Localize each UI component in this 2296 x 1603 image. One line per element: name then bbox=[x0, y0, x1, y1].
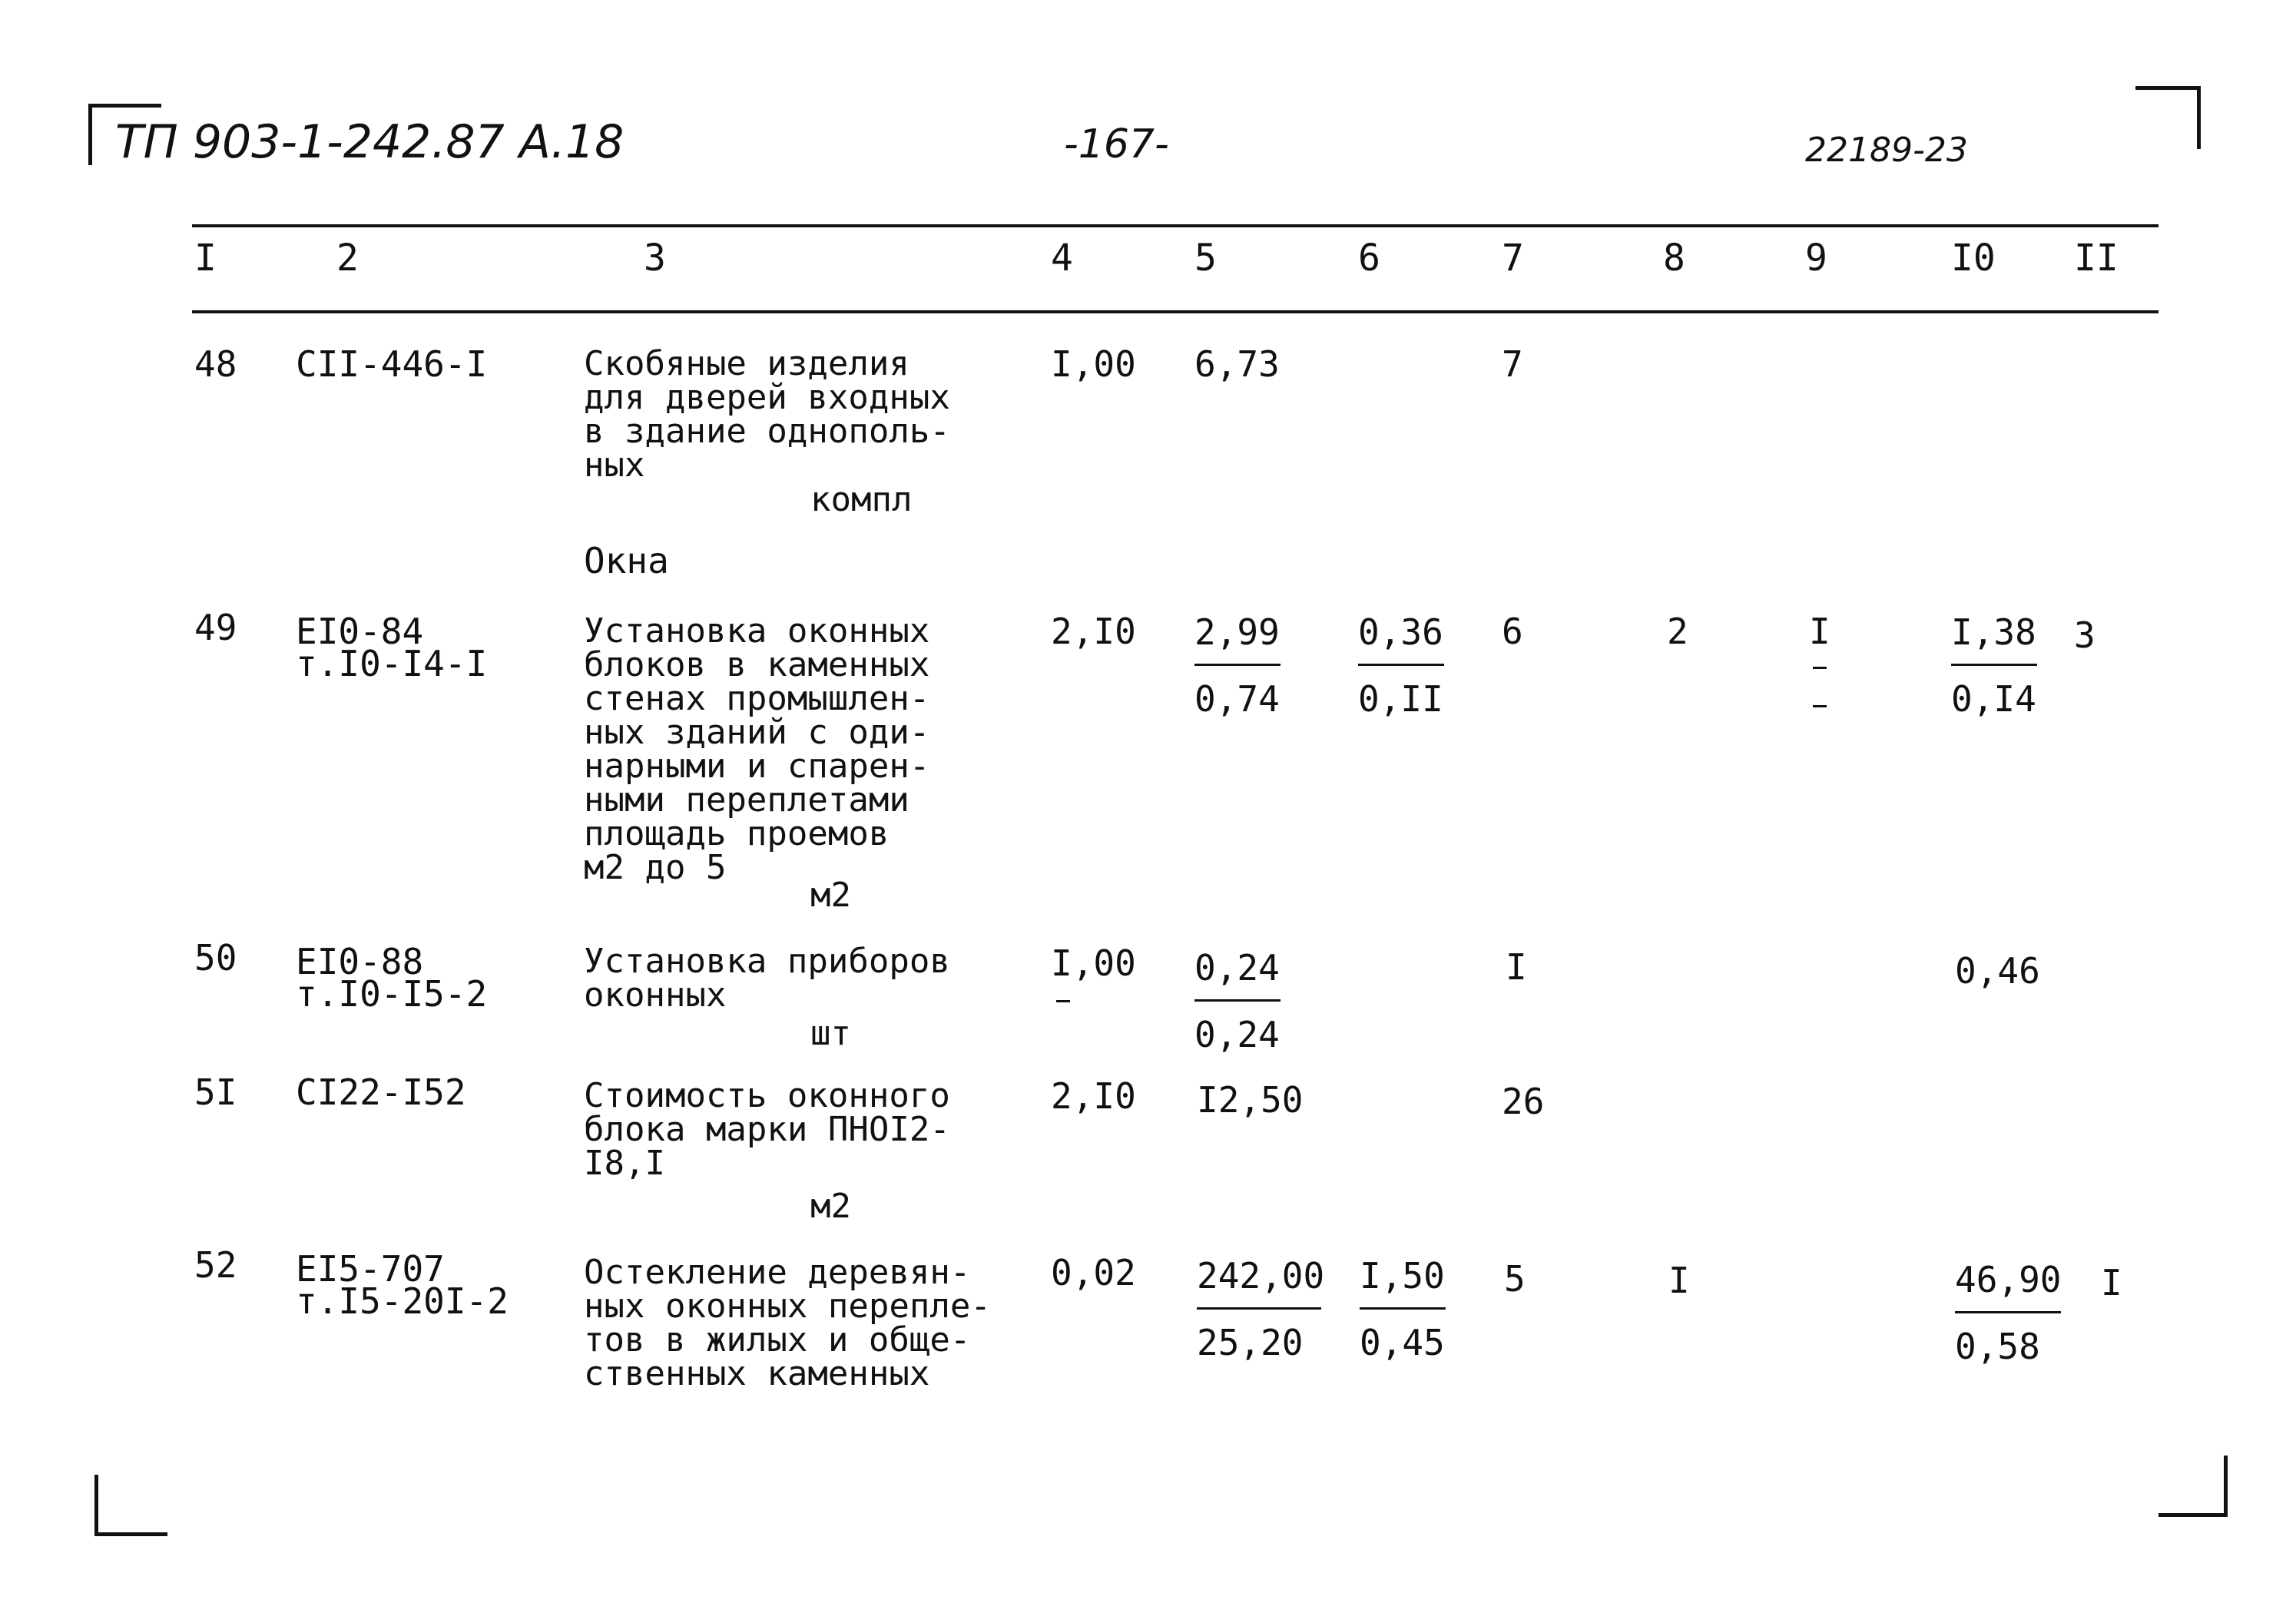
row-52-col7: 5 bbox=[1504, 1258, 1526, 1300]
row-49-col8: 2 bbox=[1667, 611, 1688, 652]
row-50-code-2: т.I0-I5-2 bbox=[296, 973, 488, 1015]
row-50-code-1: EI0-88 bbox=[296, 941, 424, 982]
doc-code: ТП 903-1-242.87 А.18 bbox=[115, 115, 625, 169]
section-title: Окна bbox=[584, 540, 669, 581]
corner-mark-bottom-left-v bbox=[94, 1475, 98, 1536]
row-48-col7: 7 bbox=[1502, 343, 1523, 385]
corner-mark-top-left-h bbox=[88, 104, 161, 108]
row-49-code-1: EI0-84 bbox=[296, 611, 424, 652]
row-49-col11: 3 bbox=[2074, 614, 2096, 656]
row-52-code-1: EI5-707 bbox=[296, 1248, 445, 1290]
row-52-col4: 0,02 bbox=[1051, 1252, 1136, 1293]
corner-mark-bottom-right-v bbox=[2224, 1456, 2228, 1517]
row-52-col6: I,50 0,45 bbox=[1360, 1255, 1445, 1363]
col-10-header: I0 bbox=[1951, 237, 1996, 280]
row-49-col9: I bbox=[1809, 611, 1831, 652]
col-9-header: 9 bbox=[1805, 237, 1827, 280]
corner-mark-bottom-left-h bbox=[94, 1532, 167, 1536]
row-48-unit: компл bbox=[810, 480, 913, 519]
row-50-unit: шт bbox=[810, 1014, 851, 1053]
col-2-header: 2 bbox=[336, 237, 359, 280]
row-48-col4: I,00 bbox=[1051, 343, 1136, 385]
row-49-col9-dash-1 bbox=[1813, 667, 1827, 669]
row-49-unit: м2 bbox=[810, 876, 851, 915]
row-49-col7: 6 bbox=[1502, 611, 1523, 652]
row-49-col4: 2,I0 bbox=[1051, 611, 1136, 652]
page-number: -167- bbox=[1064, 121, 1169, 167]
row-51-desc: Стоимость оконного блока марки ПНОI2- I8,I bbox=[584, 1076, 950, 1183]
col-11-header: II bbox=[2074, 237, 2119, 280]
row-48-desc: Скобяные изделия для дверей входных в здание однополь- ных bbox=[584, 344, 950, 485]
row-52-code-2: т.I5-20I-2 bbox=[296, 1280, 509, 1322]
row-51-num: 5I bbox=[194, 1071, 237, 1113]
row-50-col7: I bbox=[1506, 946, 1527, 988]
table-top-rule bbox=[192, 224, 2159, 227]
row-52-col10: 46,90 0,58 bbox=[1955, 1259, 2062, 1367]
row-49-desc: Установка оконных блоков в каменных стенах промышлен- ных зданий с оди- нарными и спарен- ными переплетами площадь проемов м2 до 5 bbox=[584, 611, 930, 887]
row-50-desc: Установка приборов оконных bbox=[584, 942, 950, 1015]
row-49-col9-dash-2 bbox=[1813, 705, 1827, 707]
row-49-num: 49 bbox=[194, 607, 237, 648]
col-8-header: 8 bbox=[1663, 237, 1685, 280]
row-52-desc: Остекление деревян- ных оконных перепле- тов в жилых и обще- ственных каменных bbox=[584, 1253, 991, 1393]
row-48-code: CII-446-I bbox=[296, 343, 488, 385]
row-52-col8: I bbox=[1668, 1260, 1690, 1301]
row-51-col5: I2,50 bbox=[1197, 1079, 1304, 1121]
doc-number: 22189-23 bbox=[1805, 131, 1968, 170]
row-52-col11: I bbox=[2101, 1262, 2122, 1303]
row-49-code-2: т.I0-I4-I bbox=[296, 643, 488, 684]
row-50-col4-dash bbox=[1056, 1000, 1070, 1002]
corner-mark-bottom-right-h bbox=[2159, 1513, 2228, 1517]
row-52-num: 52 bbox=[194, 1244, 237, 1286]
row-49-col6: 0,36 0,II bbox=[1358, 611, 1443, 720]
row-50-num: 50 bbox=[194, 937, 237, 979]
row-50-col5: 0,24 0,24 bbox=[1194, 947, 1280, 1055]
row-49-col10: I,38 0,I4 bbox=[1951, 611, 2036, 720]
row-51-unit: м2 bbox=[810, 1187, 851, 1226]
col-4-header: 4 bbox=[1051, 237, 1073, 280]
row-48-col5: 6,73 bbox=[1194, 343, 1280, 385]
col-1-header: I bbox=[194, 237, 217, 280]
col-5-header: 5 bbox=[1194, 237, 1217, 280]
row-50-col4: I,00 bbox=[1051, 942, 1136, 984]
row-51-col7: 26 bbox=[1502, 1081, 1545, 1122]
col-7-header: 7 bbox=[1502, 237, 1524, 280]
corner-mark-top-right-h bbox=[2135, 86, 2201, 90]
row-52-col5: 242,00 25,20 bbox=[1197, 1255, 1325, 1363]
corner-mark-top-right-v bbox=[2197, 86, 2201, 149]
row-51-code: CI22-I52 bbox=[296, 1071, 466, 1113]
row-50-col10: 0,46 bbox=[1955, 950, 2040, 992]
table-header-rule bbox=[192, 310, 2159, 313]
corner-mark-top-left-v bbox=[88, 104, 92, 165]
col-3-header: 3 bbox=[644, 237, 666, 280]
row-49-col5: 2,99 0,74 bbox=[1194, 611, 1280, 720]
row-48-num: 48 bbox=[194, 343, 237, 385]
row-51-col4: 2,I0 bbox=[1051, 1075, 1136, 1117]
col-6-header: 6 bbox=[1358, 237, 1380, 280]
